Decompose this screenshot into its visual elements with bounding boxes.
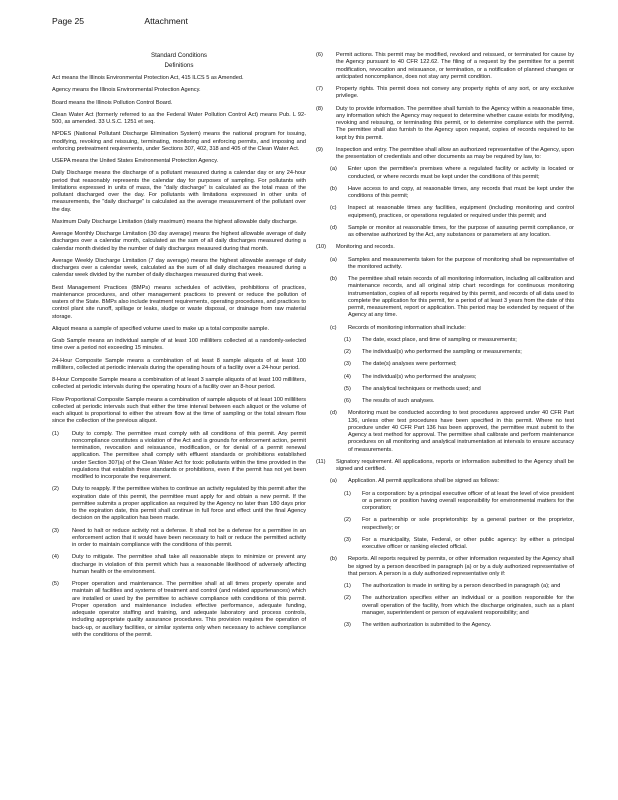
condition-item	[316, 106, 574, 142]
subcondition-item	[330, 410, 574, 454]
records-sublist	[316, 337, 574, 406]
item-text: Reports. All reports required by permits, or other information requested by the Agency shall be signed by a person described in paragraph (a) or by a duly authorized representative of that person. A person is a duly authorized representative only if:	[348, 556, 574, 577]
item-text: The authorization is made in writing by a person described in paragraph (a); and	[362, 583, 561, 589]
item-label: (1)	[52, 430, 59, 437]
signatory-sublist	[316, 478, 574, 485]
signer-item	[344, 517, 574, 532]
item-text: Records of monitoring information shall include:	[348, 324, 466, 331]
item-label: (b)	[330, 185, 337, 192]
item-text: Monitoring must be conducted according to test procedures approved under 40 CFR Part 136, unless other test procedures have been specified in this permit. Where no test procedure under 40 CFR Part 136 has been approved, the permittee must submit to the Agency a test method for approval. The permittee shall calibrate and perform maintenance procedures on all monitoring and analytical instrumentation at intervals to ensure accuracy of measurements.	[348, 410, 574, 453]
item-label: (a)	[330, 166, 337, 173]
item-text: Samples and measurements taken for the purpose of monitoring shall be representative of the monitored activity.	[348, 256, 574, 270]
record-item	[344, 361, 574, 368]
definition-paragraph: Average Monthly Discharge Limitation (30 day average) means the highest allowable average of daily discharges over a calendar month, calculated as the sum of all daily discharges measured during a calendar month divided by the number of daily discharges measured during that month.	[52, 231, 306, 252]
condition-item	[52, 486, 306, 522]
conditions-title: Standard Conditions	[150, 52, 208, 59]
condition-item	[316, 459, 574, 474]
authorization-item	[344, 622, 574, 629]
monitoring-methods-item	[316, 410, 574, 454]
definitions-title: Definitions	[164, 62, 194, 69]
page-header	[52, 16, 352, 26]
condition-item	[52, 528, 306, 550]
definition-paragraph: Daily Discharge means the discharge of a pollutant measured during a calendar day or any 24-hour period that reasonably represents the calendar day for purposes of sampling. For pollutants with limitations expressed in units of mass, the "daily discharge" is calculated as the total mass of the pollutant discharged over the day. For pollutants with limitations expressed in other units of measurements, the "daily discharge" is calculated as the average measurement of the pollutant over the day.	[52, 170, 306, 213]
subcondition-item	[330, 166, 574, 181]
signer-item	[344, 537, 574, 552]
item-text: For a municipality, State, Federal, or other public agency: by either a principal executive officer or ranking elected official.	[362, 536, 574, 550]
authorization-list	[316, 583, 574, 629]
definitions-list	[52, 75, 306, 426]
item-label: (a)	[330, 478, 337, 485]
item-label: (11)	[316, 458, 326, 465]
item-text: The results of such analyses.	[362, 398, 435, 404]
record-item	[344, 374, 574, 381]
item-text: Proper operation and maintenance. The permittee shall at all times properly operate and maintain all facilities and systems of treatment and control (and related appurtenances) which are installed or used by the permittee to achieve compliance with conditions of this permit. Proper operation and maintenance includes effective performance, adequate funding, adequate operator staffing and training, and adequate laboratory and process controls, including appropriate quality assurance procedures. This provision requires the operation of back-up, or auxiliary facilities, or similar systems only when necessary to achieve compliance with the conditions of the permit.	[72, 581, 306, 638]
item-text: Enter upon the permittee's premises where a regulated facility or activity is located or conducted, or where records must be kept under the conditions of this permit;	[348, 166, 574, 180]
item-label: (6)	[316, 52, 323, 58]
attachment-title: Attachment	[144, 16, 188, 26]
definition-paragraph: Act means the Illinois Environmental Protection Act, 415 ILCS 5 as Amended.	[52, 75, 244, 81]
condition-item	[52, 554, 306, 576]
authorization-item	[344, 595, 574, 617]
definition-paragraph: Maximum Daily Discharge Limitation (daily maximum) means the highest allowable daily discharge.	[52, 218, 298, 225]
definition-paragraph: Clean Water Act (formerly referred to as the Federal Water Pollution Control Act) means Pub. L 92-500, as amended. 33 U.S.C. 1251 et seq.	[52, 111, 306, 125]
item-label: (1)	[344, 490, 351, 497]
item-label: (c)	[330, 205, 337, 212]
definition-paragraph: Board means the Illinois Pollution Control Board.	[52, 99, 173, 106]
item-label: (5)	[344, 385, 351, 392]
inspection-sublist	[316, 166, 574, 239]
conditions-list-right	[316, 52, 574, 161]
item-text: Permit actions. This permit may be modified, revoked and reissued, or terminated for cause by the Agency pursuant to 40 CFR 122.62. The filing of a request by the permittee for a permit modification, revocation and reissuance, or termination, or a notification of planned changes or anticipated noncompliance, does not stay any permit condition.	[336, 52, 574, 80]
item-label: (a)	[330, 256, 337, 263]
application-signers-list	[316, 491, 574, 552]
condition-item	[52, 431, 306, 482]
item-label: (4)	[52, 554, 59, 561]
item-text: For a partnership or sole proprietorship: by a general partner or the proprietor, respectively; or	[362, 517, 574, 531]
definition-paragraph: Average Weekly Discharge Limitation (7 day average) means the highest allowable average of daily discharges over a calendar week, calculated as the sum of all daily discharges measured during a calendar week divided by the number of daily discharges measured during that week.	[52, 257, 306, 279]
item-label: (d)	[330, 410, 337, 417]
condition-item	[52, 581, 306, 639]
subcondition-item	[330, 186, 574, 201]
item-text: The permittee shall retain records of all monitoring information, including all calibration and maintenance records, and all original strip chart recordings for continuous monitoring instrumentation, copies of all reports required by this permit, and records of all data used to complete the application for this permit, for a period of at least 3 years from the date of this permit, measurement, report or application. This period may be extended by request of the Agency at any time.	[348, 276, 574, 319]
item-label: (3)	[344, 361, 351, 368]
signer-item	[344, 491, 574, 513]
item-text: The date(s) analyses were performed;	[362, 361, 457, 368]
item-text: Have access to and copy, at reasonable times, any records that must be kept under the conditions of this permit;	[348, 185, 574, 199]
record-item	[344, 386, 574, 393]
right-column	[316, 52, 574, 634]
subcondition-item	[330, 276, 574, 320]
item-text: Signatory requirement. All applications, reports or information submitted to the Agency shall be signed and certified.	[336, 458, 574, 472]
reports-item	[316, 556, 574, 578]
item-label: (8)	[316, 105, 323, 112]
item-text: Need to halt or reduce activity not a defense. It shall not be a defense for a permittee in an enforcement action that it would have been necessary to halt or reduce the permitted activity in order to maintain compliance with the conditions of this permit.	[72, 527, 306, 548]
item-label: (7)	[316, 86, 323, 92]
item-label: (6)	[344, 398, 351, 404]
item-label: (3)	[344, 536, 351, 543]
subcondition-item	[330, 205, 574, 220]
record-item	[344, 398, 574, 405]
item-label: (3)	[52, 527, 59, 534]
item-text: The written authorization is submitted to the Agency.	[362, 622, 492, 628]
item-text: Duty to provide information. The permittee shall furnish to the Agency within a reasonable time, any information which the Agency may request to determine whether cause exists for modifying, revoking and reissuing, or terminating this permit, or to determine compliance with the permit. The permittee shall also furnish to the Agency upon request, copies of records required to be kept by this permit.	[336, 105, 574, 141]
item-text: Duty to comply. The permittee must comply with all conditions of this permit. Any permit noncompliance constitutes a violation of the Act and is grounds for enforcement action, permit termination, revocation and reissuance, modification, or for denial of a permit renewal application. The permittee shall comply with effluent standards or prohibitions established under Section 307(a) of the Clean Water Act for toxic pollutants within the time provided in the regulations that establish these standards or prohibitions, even if the permit has not yet been modified to incorporate the requirement.	[72, 430, 306, 480]
item-label: (3)	[344, 622, 351, 628]
item-text: The analytical techniques or methods used; and	[362, 385, 481, 392]
monitoring-item	[316, 244, 574, 251]
subcondition-item	[330, 556, 574, 578]
left-column	[52, 52, 306, 644]
item-label: (1)	[344, 583, 351, 589]
condition-item	[316, 86, 574, 101]
item-label: (5)	[52, 581, 59, 587]
item-label: (2)	[344, 595, 351, 602]
page-number: Page 25	[52, 16, 85, 26]
item-label: (b)	[330, 276, 337, 282]
item-label: (1)	[344, 336, 351, 343]
item-label: (10)	[316, 244, 326, 251]
definition-paragraph: Aliquot means a sample of specified volume used to make up a total composite sample.	[52, 325, 270, 332]
item-text: Property rights. This permit does not convey any property rights of any sort, or any exclusive privilege.	[336, 86, 574, 100]
subcondition-item	[330, 325, 574, 332]
subcondition-item	[330, 257, 574, 272]
signatory-item	[316, 459, 574, 474]
item-text: The authorization specifies either an individual or a position responsible for the overall operation of the facility, from which the discharge originates, such as a plant manager, superintendent or person of equivalent responsibility; and	[362, 595, 574, 616]
item-text: Monitoring and records.	[336, 244, 395, 251]
record-item	[344, 337, 574, 344]
definition-paragraph: Best Management Practices (BMPs) means schedules of activities, prohibitions of practices, maintenance procedures, and other management practices to prevent or reduce the pollution of waters of the State. BMPs also include treatment requirements, operating procedures, and practices to control plant site runoff, spillage or leaks, sludge or waste disposal, or drainage from raw material storage.	[52, 284, 306, 320]
item-label: (c)	[330, 324, 337, 331]
definition-paragraph: Agency means the Illinois Environmental Protection Agency.	[52, 87, 201, 94]
conditions-list-left	[52, 431, 306, 640]
definition-paragraph: Grab Sample means an individual sample of at least 100 milliliters collected at a randomly-selected time over a period not exceeding 15 minutes.	[52, 338, 306, 352]
item-text: Application. All permit applications shall be signed as follows:	[348, 478, 500, 485]
item-label: (2)	[344, 349, 351, 355]
definition-paragraph: USEPA means the United States Environmental Protection Agency.	[52, 158, 219, 164]
item-label: (2)	[344, 517, 351, 524]
item-text: Duty to reapply. If the permittee wishes to continue an activity regulated by this permit after the expiration date of this permit, the permittee must apply for and obtain a new permit. If the permittee submits a proper application as required by the Agency no later than 180 days prior to the expiration date, this permit shall continue in full force and effect until the final Agency decision on the application has been made.	[72, 486, 306, 522]
definition-paragraph: 8-Hour Composite Sample means a combination of at least 3 sample aliquots of at least 100 milliliters, collected at periodic intervals during the operating hours of a facility over an 8-hour period.	[52, 377, 306, 391]
item-label: (9)	[316, 146, 323, 153]
subcondition-item	[330, 225, 574, 240]
item-text: Sample or monitor at reasonable times, for the purpose of assuring permit compliance, or as otherwise authorized by the Act, any substances or parameters at any location.	[348, 224, 574, 238]
subcondition-item	[330, 478, 574, 485]
definition-paragraph: Flow Proportional Composite Sample means a combination of sample aliquots of at least 100 milliliters collected at periodic intervals such that either the time interval between each aliquot or the volume of each aliquot is proportional to either the stream flow at the time of sampling or the total stream flow since the collection of the previous aliquot.	[52, 396, 306, 425]
condition-item	[316, 147, 574, 162]
item-text: Duty to mitigate. The permittee shall take all reasonable steps to minimize or prevent any discharge in violation of this permit which has a reasonable likelihood of adversely affecting human health or the environment.	[72, 554, 306, 575]
item-text: The individual(s) who performed the sampling or measurements;	[362, 349, 522, 355]
item-text: The date, exact place, and time of sampling or measurements;	[362, 336, 517, 343]
monitoring-sublist	[316, 257, 574, 332]
item-text: The individual(s) who performed the analyses;	[362, 373, 477, 380]
authorization-item	[344, 583, 574, 590]
item-label: (d)	[330, 224, 337, 231]
item-label: (4)	[344, 373, 351, 380]
item-text: Inspect at reasonable times any facilities, equipment (including monitoring and control equipment), practices, or operations regulated or required under this permit; and	[348, 205, 574, 219]
item-label: (b)	[330, 556, 337, 563]
record-item	[344, 349, 574, 356]
item-label: (2)	[52, 486, 59, 493]
condition-item	[316, 52, 574, 81]
definition-paragraph: 24-Hour Composite Sample means a combination of at least 8 sample aliquots of at least 100 milliliters, collected at periodic intervals during the operating hours of a facility over a 24-hour period.	[52, 357, 306, 371]
condition-item	[316, 244, 574, 251]
definition-paragraph: NPDES (National Pollutant Discharge Elimination System) means the national program for issuing, modifying, revoking and reissuing, terminating, monitoring and enforcing permits, and imposing and enforcing pretreatment requirements, under Sections 307, 402, 318 and 405 of the Clean Water Act.	[52, 131, 306, 152]
item-text: For a corporation: by a principal executive officer of at least the level of vice president or a person or position having overall responsibility for environmental matters for the corporation;	[362, 490, 574, 511]
item-text: Inspection and entry. The permittee shall allow an authorized representative of the Agency, upon the presentation of credentials and other documents as may be required by law, to:	[336, 146, 574, 160]
